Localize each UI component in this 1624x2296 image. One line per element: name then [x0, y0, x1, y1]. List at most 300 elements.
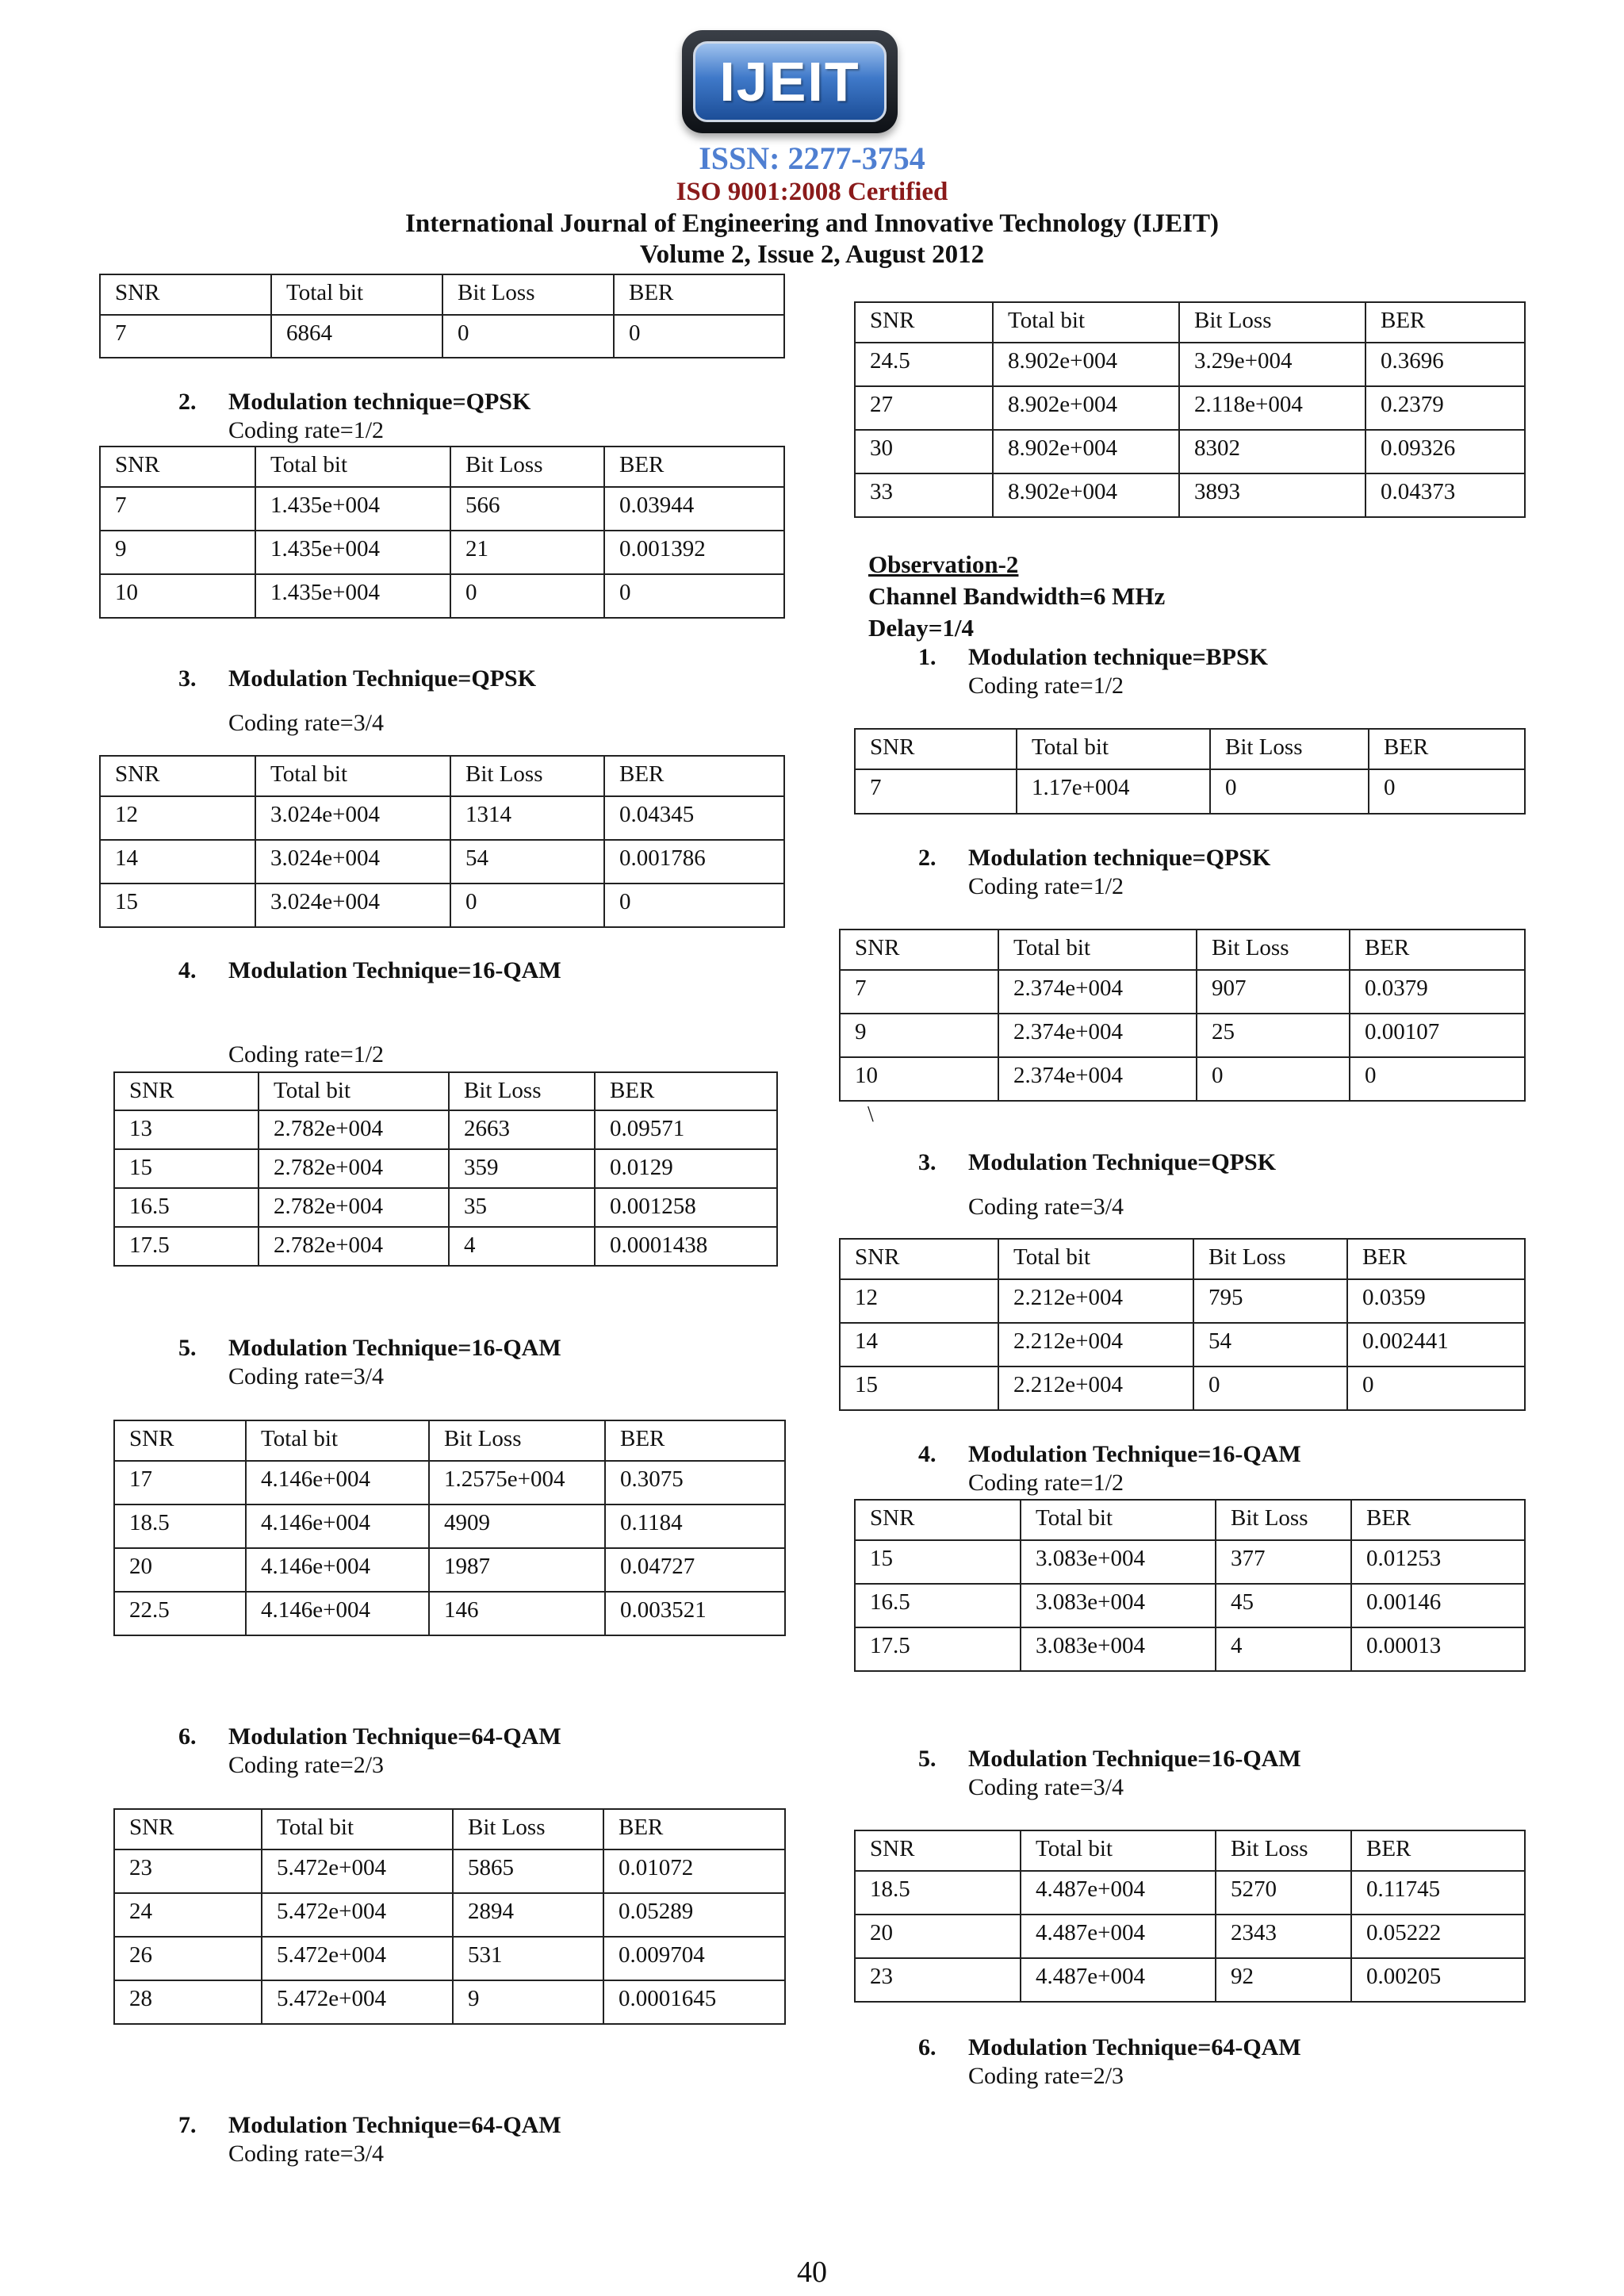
table-cell: 45	[1216, 1584, 1351, 1627]
table-cell: 5.472e+004	[262, 1849, 453, 1893]
table-cell: 8.902e+004	[993, 343, 1179, 386]
table-row	[855, 1584, 1525, 1627]
section-title: Modulation Technique=64-QAM	[968, 2034, 1301, 2060]
table-cell: 6864	[271, 315, 442, 358]
table-header-cell: Total bit	[246, 1420, 429, 1461]
section-number: 4.	[178, 957, 197, 983]
table-row	[855, 769, 1525, 814]
table-header-cell: Bit Loss	[1216, 1830, 1351, 1871]
table-cell: 0.04345	[604, 796, 784, 840]
journal-logo-text: IJEIT	[719, 51, 860, 113]
table-cell: 5865	[453, 1849, 603, 1893]
coding-rate: Coding rate=2/3	[228, 1752, 385, 1778]
table-header-row	[114, 1072, 777, 1110]
table-header-cell: SNR	[100, 447, 255, 487]
table-row	[114, 1461, 785, 1504]
table-cell: 0.3075	[605, 1461, 785, 1504]
section-number: 5.	[178, 1335, 197, 1361]
table-row	[114, 1110, 777, 1149]
table-cell: 17.5	[855, 1627, 1021, 1671]
table-cell: 10	[840, 1057, 998, 1101]
section-number: 6.	[178, 1723, 197, 1750]
journal-title: International Journal of Engineering and Innovative Technology (IJEIT)	[405, 209, 1219, 238]
table-row	[100, 884, 784, 927]
table-header-cell: BER	[604, 447, 784, 487]
table-row	[855, 386, 1525, 430]
table-header-cell: Bit Loss	[442, 274, 614, 315]
table-cell: 17.5	[114, 1227, 259, 1266]
table-cell: 0.00146	[1351, 1584, 1525, 1627]
table-cell: 21	[450, 531, 604, 574]
table-cell: 0.00013	[1351, 1627, 1525, 1671]
table-cell: 0.0379	[1350, 970, 1525, 1014]
table-cell: 0.00205	[1351, 1958, 1525, 2002]
table-row	[855, 1915, 1525, 1958]
table-cell: 22.5	[114, 1592, 246, 1635]
coding-rate: Coding rate=2/3	[968, 2063, 1124, 2089]
table-cell: 531	[453, 1937, 603, 1980]
section-title: Modulation technique=BPSK	[968, 644, 1268, 670]
table-cell: 0.0359	[1347, 1279, 1525, 1323]
table-cell: 0.2379	[1365, 386, 1525, 430]
coding-rate: Coding rate=3/4	[968, 1194, 1124, 1220]
table-header-row	[100, 756, 784, 796]
table-row	[840, 1366, 1525, 1410]
table-cell: 0.01253	[1351, 1540, 1525, 1584]
table-cell: 20	[855, 1915, 1021, 1958]
table-cell: 92	[1216, 1958, 1351, 2002]
table-cell: 3.083e+004	[1021, 1627, 1216, 1671]
table-cell: 1314	[450, 796, 604, 840]
table-cell: 5270	[1216, 1871, 1351, 1915]
table-header-cell: BER	[595, 1072, 777, 1110]
table-cell: 33	[855, 473, 993, 517]
table-cell: 0.009704	[603, 1937, 785, 1980]
table-cell: 8.902e+004	[993, 430, 1179, 473]
table-cell: 2343	[1216, 1915, 1351, 1958]
table-cell: 0.04373	[1365, 473, 1525, 517]
coding-rate: Coding rate=3/4	[228, 2141, 385, 2167]
table-cell: 0.0001645	[603, 1980, 785, 2024]
ber-table	[99, 274, 785, 358]
table-cell: 0	[1369, 769, 1525, 814]
coding-rate: Coding rate=1/2	[228, 417, 385, 443]
table-cell: 2.374e+004	[998, 970, 1197, 1014]
journal-logo	[682, 30, 898, 133]
table-cell: 3.024e+004	[255, 840, 450, 884]
table-cell: 15	[114, 1149, 259, 1188]
table-cell: 15	[840, 1366, 998, 1410]
table-cell: 3893	[1179, 473, 1365, 517]
table-header-cell: BER	[1365, 302, 1525, 343]
table-cell: 18.5	[855, 1871, 1021, 1915]
table-header-row	[114, 1420, 785, 1461]
table-cell: 7	[840, 970, 998, 1014]
table-header-cell: Total bit	[255, 447, 450, 487]
ber-table	[113, 1071, 778, 1267]
coding-rate: Coding rate=1/2	[968, 873, 1124, 899]
section-title: Modulation technique=QPSK	[968, 845, 1271, 871]
table-cell: 1987	[429, 1548, 605, 1592]
table-cell: 5.472e+004	[262, 1893, 453, 1937]
table-cell: 24	[114, 1893, 262, 1937]
table-cell: 12	[100, 796, 255, 840]
table-row	[840, 970, 1525, 1014]
table-cell: 2.782e+004	[259, 1149, 449, 1188]
table-cell: 2894	[453, 1893, 603, 1937]
table-header-cell: Bit Loss	[1179, 302, 1365, 343]
table-cell: 2.212e+004	[998, 1279, 1193, 1323]
table-cell: 4.146e+004	[246, 1592, 429, 1635]
section-title: Modulation Technique=QPSK	[968, 1149, 1277, 1175]
table-cell: 23	[114, 1849, 262, 1893]
table-row	[114, 1149, 777, 1188]
table-header-cell: SNR	[855, 302, 993, 343]
table-row	[114, 1227, 777, 1266]
table-row	[100, 487, 784, 531]
table-row	[855, 473, 1525, 517]
table-cell: 0	[450, 574, 604, 618]
table-cell: 4.487e+004	[1021, 1958, 1216, 2002]
table-cell: 7	[100, 315, 271, 358]
ber-table	[854, 301, 1526, 518]
issn: ISSN: 2277-3754	[699, 140, 925, 176]
table-cell: 13	[114, 1110, 259, 1149]
table-cell: 9	[840, 1014, 998, 1057]
coding-rate: Coding rate=1/2	[968, 673, 1124, 699]
table-cell: 0.0129	[595, 1149, 777, 1188]
table-row	[855, 1871, 1525, 1915]
table-header-cell: Bit Loss	[450, 756, 604, 796]
table-header-cell: BER	[614, 274, 784, 315]
table-cell: 0.03944	[604, 487, 784, 531]
section-number: 4.	[918, 1441, 936, 1467]
table-header-cell: Total bit	[998, 930, 1197, 970]
table-header-cell: BER	[1369, 729, 1525, 769]
table-cell: 3.024e+004	[255, 884, 450, 927]
table-cell: 146	[429, 1592, 605, 1635]
table-row	[855, 1627, 1525, 1671]
table-cell: 9	[100, 531, 255, 574]
ber-table	[839, 929, 1526, 1102]
table-row	[855, 1958, 1525, 2002]
table-cell: 4.487e+004	[1021, 1915, 1216, 1958]
table-row	[840, 1057, 1525, 1101]
table-cell: 25	[1197, 1014, 1350, 1057]
table-cell: 2.374e+004	[998, 1014, 1197, 1057]
section-number: 1.	[918, 644, 936, 670]
table-cell: 4	[449, 1227, 595, 1266]
table-header-cell: SNR	[114, 1072, 259, 1110]
table-cell: 4.146e+004	[246, 1461, 429, 1504]
table-cell: 377	[1216, 1540, 1351, 1584]
table-cell: 17	[114, 1461, 246, 1504]
table-row	[855, 430, 1525, 473]
coding-rate: Coding rate=3/4	[968, 1774, 1124, 1800]
table-cell: 9	[453, 1980, 603, 2024]
table-cell: 2.212e+004	[998, 1366, 1193, 1410]
coding-rate: Coding rate=1/2	[968, 1470, 1124, 1496]
table-header-cell: BER	[1351, 1830, 1525, 1871]
table-header-cell: Total bit	[271, 274, 442, 315]
table-cell: 16.5	[114, 1188, 259, 1227]
table-header-cell: BER	[1347, 1239, 1525, 1279]
table-cell: 24.5	[855, 343, 993, 386]
table-cell: 2.118e+004	[1179, 386, 1365, 430]
ber-table	[99, 446, 785, 619]
table-cell: 2.782e+004	[259, 1227, 449, 1266]
journal-logo-badge	[693, 41, 887, 122]
table-cell: 28	[114, 1980, 262, 2024]
table-cell: 27	[855, 386, 993, 430]
table-header-row	[100, 274, 784, 315]
coding-rate: Coding rate=3/4	[228, 1363, 385, 1389]
table-cell: 0	[1347, 1366, 1525, 1410]
ber-table	[854, 728, 1526, 815]
page-number: 40	[797, 2256, 827, 2289]
table-cell: 0.001392	[604, 531, 784, 574]
table-header-cell: SNR	[114, 1420, 246, 1461]
table-cell: 15	[855, 1540, 1021, 1584]
table-header-cell: Total bit	[993, 302, 1179, 343]
table-cell: 16.5	[855, 1584, 1021, 1627]
table-cell: 0.002441	[1347, 1323, 1525, 1366]
table-header-cell: Bit Loss	[450, 447, 604, 487]
table-cell: 0.01072	[603, 1849, 785, 1893]
section-title: Modulation Technique=16-QAM	[968, 1441, 1301, 1467]
section-title: Modulation Technique=16-QAM	[968, 1746, 1301, 1772]
table-header-cell: SNR	[855, 1500, 1021, 1540]
table-header-cell: Total bit	[255, 756, 450, 796]
table-header-cell: SNR	[840, 1239, 998, 1279]
section-title: Modulation Technique=QPSK	[228, 665, 537, 692]
table-header-cell: SNR	[114, 1809, 262, 1849]
table-cell: 5.472e+004	[262, 1980, 453, 2024]
table-row	[100, 531, 784, 574]
table-row	[855, 1540, 1525, 1584]
table-cell: 795	[1193, 1279, 1347, 1323]
table-row	[100, 574, 784, 618]
delay: Delay=1/4	[868, 614, 975, 642]
table-cell: 0	[1210, 769, 1369, 814]
section-number: 5.	[918, 1746, 936, 1772]
table-header-cell: Total bit	[1017, 729, 1210, 769]
table-cell: 0.003521	[605, 1592, 785, 1635]
volume-issue: Volume 2, Issue 2, August 2012	[639, 240, 985, 269]
table-cell: 7	[100, 487, 255, 531]
table-header-cell: Total bit	[1021, 1830, 1216, 1871]
table-header-cell: BER	[604, 756, 784, 796]
section-number: 3.	[918, 1149, 936, 1175]
table-cell: 0	[1193, 1366, 1347, 1410]
table-cell: 10	[100, 574, 255, 618]
section-number: 6.	[918, 2034, 936, 2060]
table-cell: 1.17e+004	[1017, 769, 1210, 814]
table-cell: 0.09326	[1365, 430, 1525, 473]
table-cell: 907	[1197, 970, 1350, 1014]
table-header-cell: SNR	[100, 756, 255, 796]
ber-table	[839, 1238, 1526, 1411]
table-cell: 2.782e+004	[259, 1188, 449, 1227]
table-cell: 0.001258	[595, 1188, 777, 1227]
table-cell: 4.146e+004	[246, 1548, 429, 1592]
table-cell: 7	[855, 769, 1017, 814]
table-header-row	[855, 729, 1525, 769]
table-cell: 1.435e+004	[255, 574, 450, 618]
table-cell: 2663	[449, 1110, 595, 1149]
table-cell: 3.083e+004	[1021, 1584, 1216, 1627]
section-number: 2.	[918, 845, 936, 871]
table-cell: 35	[449, 1188, 595, 1227]
table-cell: 359	[449, 1149, 595, 1188]
table-header-cell: Bit Loss	[449, 1072, 595, 1110]
table-header-cell: SNR	[100, 274, 271, 315]
table-cell: 0.001786	[604, 840, 784, 884]
section-title: Modulation Technique=64-QAM	[228, 2112, 561, 2138]
table-header-row	[840, 930, 1525, 970]
table-cell: 3.29e+004	[1179, 343, 1365, 386]
table-header-row	[114, 1809, 785, 1849]
table-cell: 0	[1350, 1057, 1525, 1101]
table-cell: 0	[450, 884, 604, 927]
table-row	[100, 315, 784, 358]
table-row	[114, 1937, 785, 1980]
table-cell: 2.212e+004	[998, 1323, 1193, 1366]
section-number: 3.	[178, 665, 197, 692]
table-cell: 8302	[1179, 430, 1365, 473]
table-cell: 8.902e+004	[993, 386, 1179, 430]
table-header-cell: Bit Loss	[453, 1809, 603, 1849]
table-cell: 20	[114, 1548, 246, 1592]
table-cell: 0.11745	[1351, 1871, 1525, 1915]
table-cell: 8.902e+004	[993, 473, 1179, 517]
table-cell: 5.472e+004	[262, 1937, 453, 1980]
table-row	[840, 1014, 1525, 1057]
table-header-cell: Total bit	[1021, 1500, 1216, 1540]
table-cell: 0	[614, 315, 784, 358]
table-header-cell: BER	[1350, 930, 1525, 970]
table-header-cell: Total bit	[259, 1072, 449, 1110]
table-cell: 0.3696	[1365, 343, 1525, 386]
table-row	[840, 1279, 1525, 1323]
channel-bandwidth: Channel Bandwidth=6 MHz	[868, 582, 1166, 610]
table-cell: 1.2575e+004	[429, 1461, 605, 1504]
ber-table	[113, 1420, 786, 1636]
table-cell: 0.05222	[1351, 1915, 1525, 1958]
table-cell: 14	[840, 1323, 998, 1366]
section-title: Modulation Technique=64-QAM	[228, 1723, 561, 1750]
table-header-cell: Bit Loss	[429, 1420, 605, 1461]
table-header-row	[840, 1239, 1525, 1279]
table-header-row	[855, 302, 1525, 343]
table-cell: 0.00107	[1350, 1014, 1525, 1057]
table-header-cell: BER	[603, 1809, 785, 1849]
table-row	[114, 1188, 777, 1227]
table-row	[114, 1548, 785, 1592]
table-header-row	[855, 1500, 1525, 1540]
table-cell: 0	[604, 884, 784, 927]
table-cell: 0	[442, 315, 614, 358]
table-row	[114, 1980, 785, 2024]
table-cell: 4.487e+004	[1021, 1871, 1216, 1915]
table-cell: 566	[450, 487, 604, 531]
table-cell: 3.024e+004	[255, 796, 450, 840]
coding-rate: Coding rate=1/2	[228, 1041, 385, 1068]
table-cell: 15	[100, 884, 255, 927]
table-cell: 0.1184	[605, 1504, 785, 1548]
table-cell: 54	[450, 840, 604, 884]
section-number: 7.	[178, 2112, 197, 2138]
coding-rate: Coding rate=3/4	[228, 710, 385, 736]
table-header-cell: SNR	[855, 729, 1017, 769]
table-cell: 4	[1216, 1627, 1351, 1671]
stray-mark: \	[868, 1102, 874, 1127]
table-cell: 14	[100, 840, 255, 884]
table-header-cell: Bit Loss	[1193, 1239, 1347, 1279]
table-cell: 2.374e+004	[998, 1057, 1197, 1101]
table-cell: 0	[604, 574, 784, 618]
table-cell: 54	[1193, 1323, 1347, 1366]
table-cell: 0	[1197, 1057, 1350, 1101]
table-header-cell: SNR	[855, 1830, 1021, 1871]
table-row	[100, 796, 784, 840]
table-cell: 1.435e+004	[255, 531, 450, 574]
table-cell: 4909	[429, 1504, 605, 1548]
table-cell: 0.0001438	[595, 1227, 777, 1266]
table-header-cell: SNR	[840, 930, 998, 970]
table-header-row	[100, 447, 784, 487]
table-row	[114, 1504, 785, 1548]
table-header-cell: BER	[605, 1420, 785, 1461]
section-title: Modulation technique=QPSK	[228, 389, 531, 415]
table-header-cell: Total bit	[998, 1239, 1193, 1279]
table-header-cell: Bit Loss	[1210, 729, 1369, 769]
table-cell: 0.09571	[595, 1110, 777, 1149]
observation-block	[868, 549, 1165, 644]
table-cell: 30	[855, 430, 993, 473]
ber-table	[113, 1808, 786, 2025]
table-cell: 4.146e+004	[246, 1504, 429, 1548]
table-row	[114, 1849, 785, 1893]
observation-title: Observation-2	[868, 550, 1019, 578]
table-header-cell: Bit Loss	[1197, 930, 1350, 970]
table-cell: 2.782e+004	[259, 1110, 449, 1149]
ber-table	[99, 755, 785, 928]
ber-table	[854, 1499, 1526, 1672]
table-row	[114, 1893, 785, 1937]
table-row	[100, 840, 784, 884]
table-cell: 12	[840, 1279, 998, 1323]
table-cell: 18.5	[114, 1504, 246, 1548]
table-header-cell: Total bit	[262, 1809, 453, 1849]
table-cell: 0.05289	[603, 1893, 785, 1937]
table-header-cell: Bit Loss	[1216, 1500, 1351, 1540]
section-number: 2.	[178, 389, 197, 415]
table-header-row	[855, 1830, 1525, 1871]
table-cell: 26	[114, 1937, 262, 1980]
table-header-cell: BER	[1351, 1500, 1525, 1540]
iso-certification: ISO 9001:2008 Certified	[676, 178, 948, 206]
table-row	[114, 1592, 785, 1635]
table-row	[855, 343, 1525, 386]
table-cell: 3.083e+004	[1021, 1540, 1216, 1584]
ber-table	[854, 1830, 1526, 2003]
table-cell: 23	[855, 1958, 1021, 2002]
table-row	[840, 1323, 1525, 1366]
section-title: Modulation Technique=16-QAM	[228, 1335, 561, 1361]
section-title: Modulation Technique=16-QAM	[228, 957, 561, 983]
table-cell: 0.04727	[605, 1548, 785, 1592]
